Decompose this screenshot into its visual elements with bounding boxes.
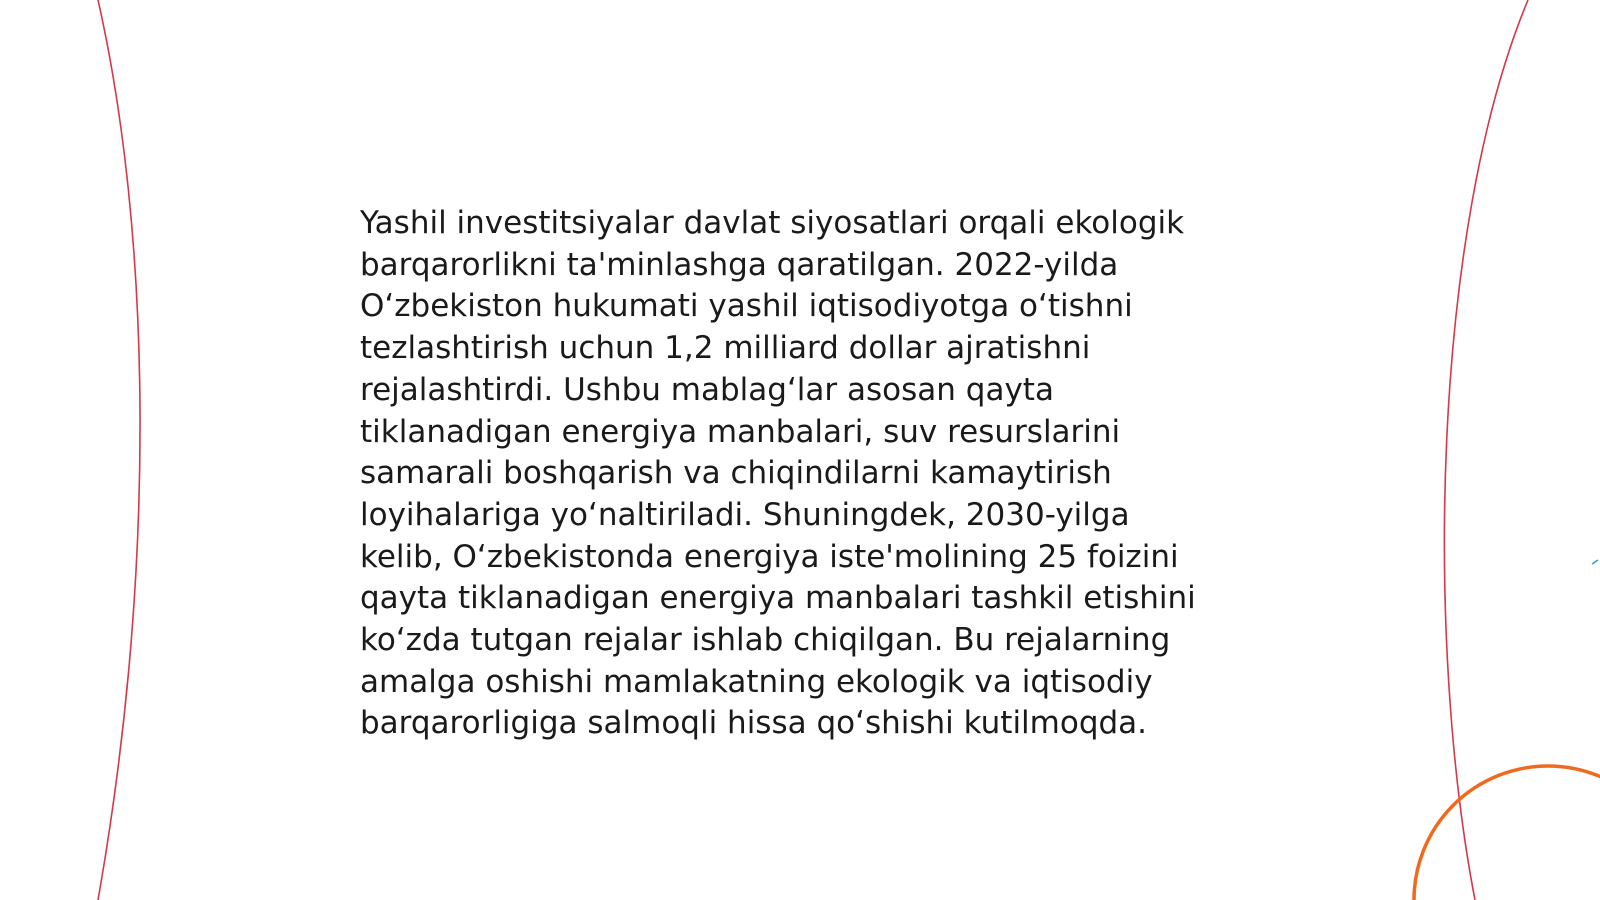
left-curve <box>98 0 140 900</box>
teal-accent-mark <box>1592 560 1598 564</box>
body-paragraph: Yashil investitsiyalar davlat siyosatlari orqali ekologik barqarorlikni ta'minlashga qaratilgan. 2022-yilda O‘zbekiston hukumati yashil iqtisodiyotga o‘tishni tezlashtirish uchun 1,2 milliard dollar ajratishni rejalashtirdi. Ushbu mablag‘lar asosan qayta tiklanadigan energiya manbalari, suv resurslarini samarali boshqarish va chiqindilarni kamaytirish loyihalariga yo‘naltiriladi. Shuningdek, 2030-yilga kelib, O‘zbekistonda energiya iste'molining 25 foizini qayta tiklanadigan energiya manbalari tashkil etishini ko‘zda tutgan rejalar ishlab chiqilgan. Bu rejalarning amalga oshishi mamlakatning ekologik va iqtisodiy barqarorligiga salmoqli hissa qo‘shishi kutilmoqda. <box>360 205 1196 742</box>
right-curve <box>1444 0 1528 900</box>
orange-circle-arc <box>1414 766 1600 900</box>
